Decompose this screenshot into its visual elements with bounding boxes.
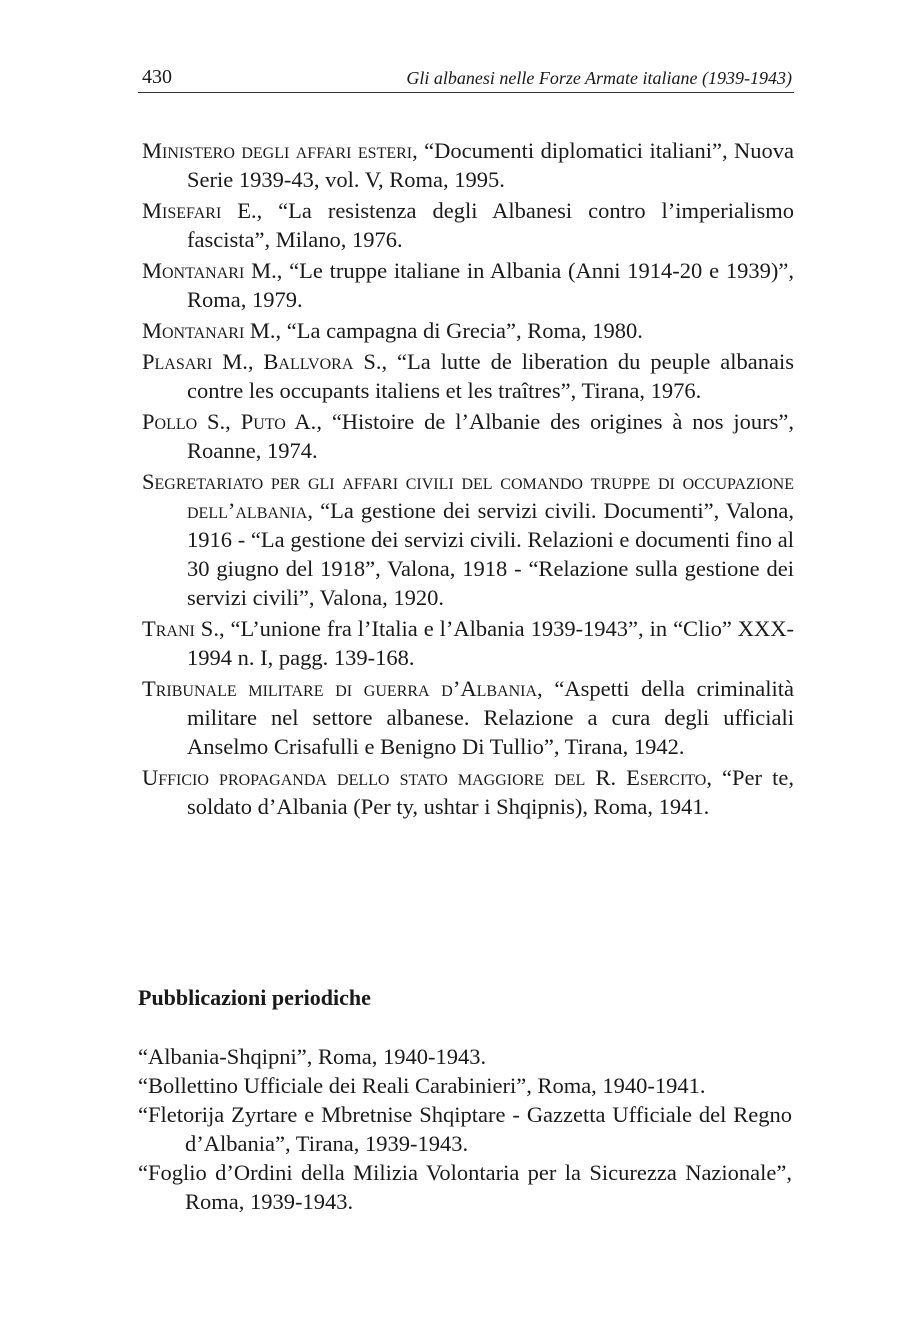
entry-text: , “Le truppe italiane in Albania (Anni 1914-20 e 1939)”, Roma, 1979. [187,258,794,312]
bibliography-entry [142,407,794,465]
periodical-entry: “Foglio d’Ordini della Milizia Volontaria per la Sicurezza Nazionale”, Roma, 1939-1943. [138,1160,792,1214]
page-number: 430 [142,66,172,88]
bibliography-entry [142,467,794,612]
entry-author: Pollo S., Puto A. [142,409,317,434]
entry-text: , “Histoire de l’Albanie des origines à nos jours”, Roanne, 1974. [187,409,794,463]
bibliography-entry [142,614,794,672]
entry-text: , “Documenti diplomatici italiani”, Nuova Serie 1939-43, vol. V, Roma, 1995. [187,138,795,192]
running-title: Gli albanesi nelle Forze Armate italiane (1939-1943) [406,68,792,88]
bibliography-entry [142,347,794,405]
entry-text: , “La campagna di Grecia”, Roma, 1980. [275,318,643,343]
bibliography-entry [142,674,794,761]
entry-author: Montanari M. [142,258,277,283]
entry-author: Segretariato per gli affari civili del comando truppe di occupazione dell’albania [142,469,794,523]
entry-text: , “La gestione dei servizi civili. Documenti”, Valona, 1916 - “La gestione dei servizi civili. Relazioni e documenti fino al 30 giugno del 1918”, Valona, 1918 - “Relazione sulla gestione dei servizi civili”, Valona, 1920. [187,498,794,610]
entry-author: Trani S. [142,616,219,641]
bibliography-entry [142,136,794,194]
bibliography-list [142,136,794,823]
entry-text: , “La resistenza degli Albanesi contro l’imperialismo fascista”, Milano, 1976. [187,198,794,252]
bibliography-entry [142,763,794,821]
section-title: Pubblicazioni periodiche [138,985,371,1010]
entry-author: Ufficio propaganda dello stato maggiore del R. Esercito [142,765,707,790]
entry-author: Misefari E. [142,198,257,223]
entry-author: Ministero degli affari esteri [142,138,413,163]
periodical-entry: “Albania-Shqipni”, Roma, 1940-1943. [138,1044,487,1069]
bibliography-entry [142,256,794,314]
periodicals-list [138,1042,792,1216]
bibliography-entry [142,196,794,254]
entry-text: , “L’unione fra l’Italia e l’Albania 1939-1943”, in “Clio” XXX-1994 n. I, pagg. 139-168. [187,616,794,670]
running-header [138,66,794,93]
entry-author: Tribunale militare di guerra d’Albania [142,676,538,701]
entry-text: , “Aspetti della criminalità militare nel settore albanese. Relazione a cura degli ufficiali Anselmo Crisafulli e Benigno Di Tullio”, Tirana, 1942. [187,676,794,759]
periodical-entry: “Bollettino Ufficiale dei Reali Carabinieri”, Roma, 1940-1941. [138,1073,706,1098]
entry-text: , “Per te, soldato d’Albania (Per ty, ushtar i Shqipnis), Roma, 1941. [187,765,795,819]
periodical-entry: “Fletorija Zyrtare e Mbretnise Shqiptare - Gazzetta Ufficiale del Regno d’Albania”, Tirana, 1939-1943. [138,1102,792,1156]
entry-author: Montanari M. [142,318,276,343]
bibliography-entry [142,316,794,345]
entry-author: Plasari M., Ballvora S. [142,349,382,374]
entry-text: , “La lutte de liberation du peuple albanais contre les occupants italiens et les traîtres”, Tirana, 1976. [187,349,794,403]
